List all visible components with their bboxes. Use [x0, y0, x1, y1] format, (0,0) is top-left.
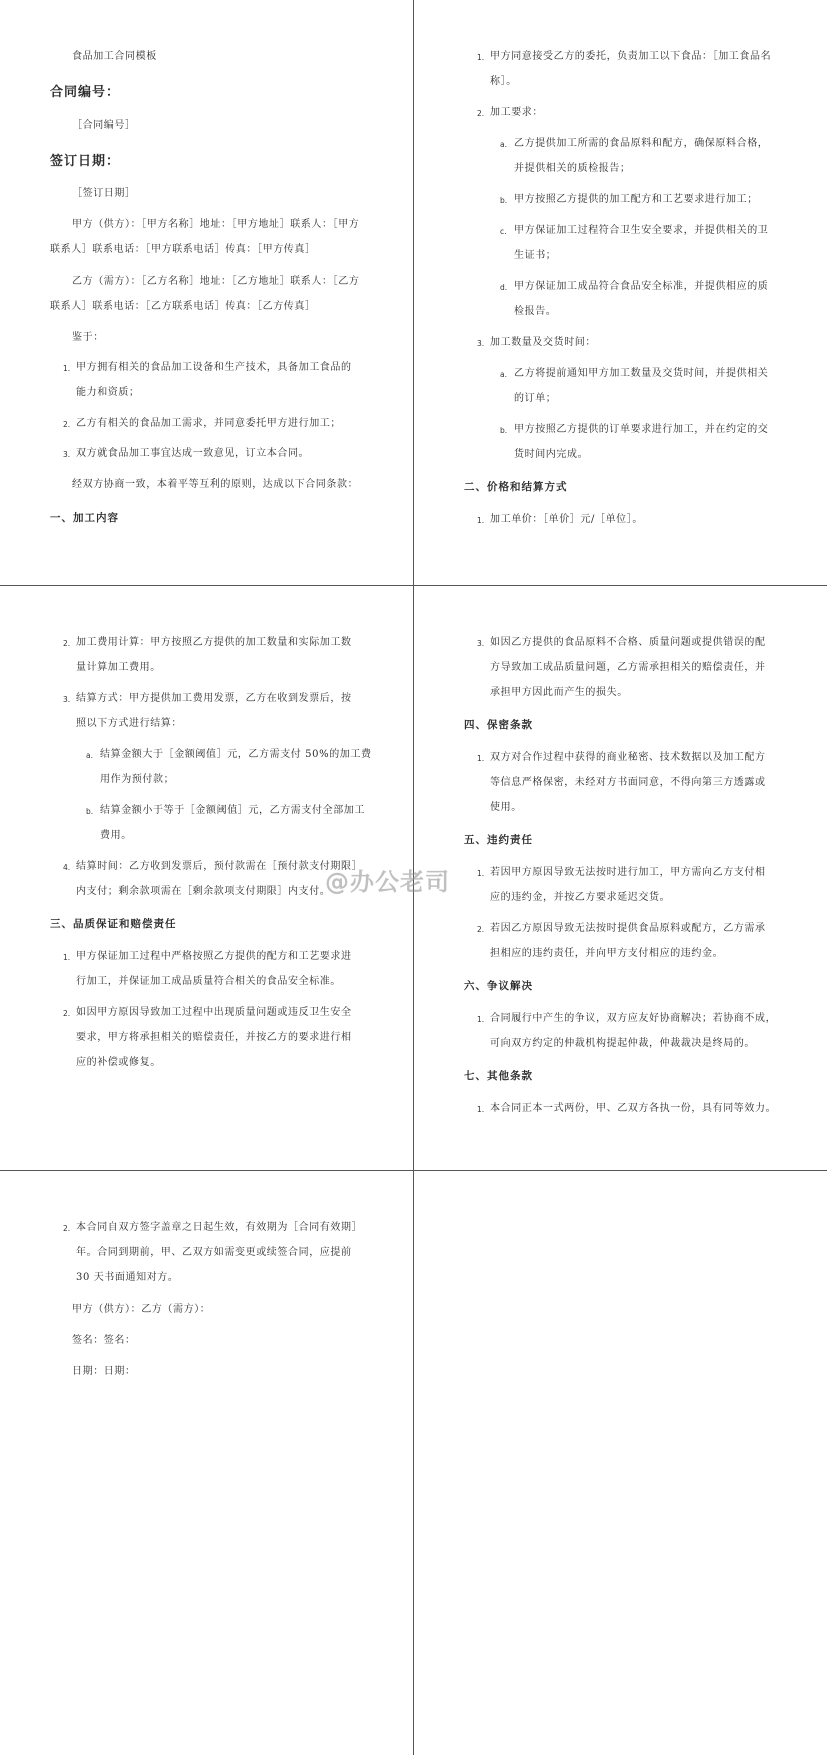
- list-number: 2.: [63, 420, 71, 429]
- agreement-intro: 经双方协商一致，本着平等互利的原则，达成以下合同条款：: [72, 479, 359, 490]
- list-letter: a.: [500, 370, 507, 379]
- clause-1-line-2: 称］。: [490, 76, 517, 87]
- clause-2a-line-1: 乙方提供加工所需的食品原料和配方，确保原料合格，: [514, 138, 769, 149]
- confidentiality-clause-1-line-2: 等信息严格保密，未经对方书面同意，不得向第三方透露或: [490, 777, 766, 788]
- confidentiality-clause-1-line-1: 双方对合作过程中获得的商业秘密、技术数据以及加工配方: [490, 752, 766, 763]
- page-2: [414, 0, 827, 585]
- other-clause-2-line-1: 本合同自双方签字盖章之日起生效，有效期为［合同有效期］: [76, 1222, 363, 1233]
- clause-2b: 甲方按照乙方提供的加工配方和工艺要求进行加工；: [514, 194, 758, 205]
- list-number: 1.: [477, 1105, 485, 1114]
- price-clause-2-line-1: 加工费用计算：甲方按照乙方提供的加工数量和实际加工数: [76, 637, 352, 648]
- clause-3: 加工数量及交货时间：: [490, 337, 596, 348]
- section-6-heading: 六、争议解决: [464, 980, 533, 992]
- price-clause-3b-line-2: 费用。: [100, 830, 132, 841]
- date-line: 日期：日期：: [72, 1366, 136, 1377]
- quality-clause-1-line-1: 甲方保证加工过程中严格按照乙方提供的配方和工艺要求进: [76, 951, 352, 962]
- sign-date-heading: 签订日期：: [50, 154, 121, 169]
- section-2-heading: 二、价格和结算方式: [464, 481, 568, 493]
- party-a-line-1: 甲方（供方）：［甲方名称］地址：［甲方地址］联系人：［甲方: [72, 219, 360, 230]
- list-letter: a.: [86, 751, 93, 760]
- quality-clause-3-line-1: 如因乙方提供的食品原料不合格、质量问题或提供错误的配: [490, 637, 766, 648]
- dispute-clause-1-line-1: 合同履行中产生的争议，双方应友好协商解决；若协商不成，: [490, 1013, 777, 1024]
- clause-3a-line-1: 乙方将提前通知甲方加工数量及交货时间，并提供相关: [514, 368, 769, 379]
- list-number: 2.: [63, 1009, 71, 1018]
- dispute-clause-1-line-2: 可向双方约定的仲裁机构提起仲裁，仲裁裁决是终局的。: [490, 1038, 755, 1049]
- contract-number-value: ［合同编号］: [72, 120, 136, 131]
- price-clause-1: 加工单价：［单价］元/［单位］。: [490, 514, 643, 525]
- list-number: 2.: [63, 1224, 71, 1233]
- list-number: 1.: [477, 53, 485, 62]
- recital-2: 乙方有相关的食品加工需求，并同意委托甲方进行加工；: [76, 418, 341, 429]
- recital-3: 双方就食品加工事宜达成一致意见，订立本合同。: [76, 448, 310, 459]
- section-7-heading: 七、其他条款: [464, 1070, 533, 1082]
- list-number: 2.: [63, 639, 71, 648]
- price-clause-3a-line-1: 结算金额大于［金额阈值］元，乙方需支付 50%的加工费: [100, 749, 372, 760]
- section-1-heading: 一、加工内容: [50, 512, 119, 524]
- list-number: 3.: [477, 339, 485, 348]
- section-3-heading: 三、品质保证和赔偿责任: [50, 918, 177, 930]
- list-letter: d.: [500, 283, 508, 292]
- list-number: 3.: [477, 639, 485, 648]
- quality-clause-3-line-2: 方导致加工成品质量问题，乙方需承担相关的赔偿责任，并: [490, 662, 766, 673]
- signature-line: 签名：签名：: [72, 1335, 136, 1346]
- list-number: 1.: [63, 364, 71, 373]
- section-5-heading: 五、违约责任: [464, 834, 533, 846]
- clause-3b-line-1: 甲方按照乙方提供的订单要求进行加工，并在约定的交: [514, 424, 769, 435]
- list-number: 2.: [477, 925, 485, 934]
- clause-2: 加工要求：: [490, 107, 543, 118]
- page-4: [414, 586, 827, 1170]
- clause-3b-line-2: 货时间内完成。: [514, 449, 589, 460]
- other-clause-2-line-2: 年。合同到期前，甲、乙双方如需变更或续签合同，应提前: [76, 1247, 352, 1258]
- quality-clause-3-line-3: 承担甲方因此而产生的损失。: [490, 687, 628, 698]
- parties-signature-line: 甲方（供方）：乙方（需方）：: [72, 1304, 211, 1315]
- clause-2d-line-2: 检报告。: [514, 306, 557, 317]
- party-b-line-2: 联系人］联系电话：［乙方联系电话］传真：［乙方传真］: [50, 301, 316, 312]
- list-letter: b.: [500, 196, 508, 205]
- list-number: 1.: [477, 869, 485, 878]
- list-number: 2.: [477, 109, 485, 118]
- clause-3a-line-2: 的订单；: [514, 393, 557, 404]
- section-4-heading: 四、保密条款: [464, 719, 533, 731]
- list-number: 1.: [477, 1015, 485, 1024]
- sign-date-value: ［签订日期］: [72, 188, 136, 199]
- price-clause-3b-line-1: 结算金额小于等于［金额阈值］元，乙方需支付全部加工: [100, 805, 365, 816]
- other-clause-2-line-3: 30 天书面通知对方。: [76, 1272, 179, 1283]
- list-number: 1.: [63, 953, 71, 962]
- list-number: 1.: [477, 516, 485, 525]
- quality-clause-2-line-2: 要求，甲方将承担相关的赔偿责任，并按乙方的要求进行相: [76, 1032, 352, 1043]
- page-5: [0, 1171, 413, 1755]
- clause-2c-line-1: 甲方保证加工过程符合卫生安全要求，并提供相关的卫: [514, 225, 769, 236]
- clause-2c-line-2: 生证书；: [514, 250, 557, 261]
- price-clause-3-line-2: 照以下方式进行结算：: [76, 718, 182, 729]
- page-1: [0, 0, 413, 585]
- list-letter: b.: [500, 426, 508, 435]
- quality-clause-2-line-3: 应的补偿或修复。: [76, 1057, 161, 1068]
- price-clause-4-line-2: 内支付；剩余款项需在［剩余款项支付期限］内支付。: [76, 886, 331, 897]
- quality-clause-2-line-1: 如因甲方原因导致加工过程中出现质量问题或违反卫生安全: [76, 1007, 352, 1018]
- party-a-line-2: 联系人］联系电话：［甲方联系电话］传真：［甲方传真］: [50, 244, 316, 255]
- recital-1-line-2: 能力和资质；: [76, 387, 140, 398]
- list-number: 3.: [63, 450, 71, 459]
- clause-1-line-1: 甲方同意接受乙方的委托，负责加工以下食品：［加工食品名: [490, 51, 772, 62]
- watermark: @办公老司: [325, 868, 450, 896]
- price-clause-2-line-2: 量计算加工费用。: [76, 662, 161, 673]
- quality-clause-1-line-2: 行加工，并保证加工成品质量符合相关的食品安全标准。: [76, 976, 341, 987]
- breach-clause-2-line-2: 担相应的违约责任，并向甲方支付相应的违约金。: [490, 948, 724, 959]
- contract-number-heading: 合同编号：: [50, 85, 121, 100]
- list-letter: c.: [500, 227, 507, 236]
- page-6: [414, 1171, 827, 1755]
- document-title: 食品加工合同模板: [72, 51, 157, 62]
- list-number: 4.: [63, 863, 71, 872]
- price-clause-3-line-1: 结算方式：甲方提供加工费用发票，乙方在收到发票后，按: [76, 693, 352, 704]
- clause-2a-line-2: 并提供相关的质检报告；: [514, 163, 631, 174]
- price-clause-3a-line-2: 用作为预付款；: [100, 774, 175, 785]
- list-letter: b.: [86, 807, 94, 816]
- clause-2d-line-1: 甲方保证加工成品符合食品安全标准，并提供相应的质: [514, 281, 769, 292]
- other-clause-1: 本合同正本一式两份，甲、乙双方各执一份，具有同等效力。: [490, 1103, 777, 1114]
- party-b-line-1: 乙方（需方）：［乙方名称］地址：［乙方地址］联系人：［乙方: [72, 276, 360, 287]
- price-clause-4-line-1: 结算时间：乙方收到发票后，预付款需在［预付款支付期限］: [76, 861, 363, 872]
- list-number: 3.: [63, 695, 71, 704]
- confidentiality-clause-1-line-3: 使用。: [490, 802, 522, 813]
- breach-clause-1-line-2: 应的违约金，并按乙方要求延迟交货。: [490, 892, 671, 903]
- breach-clause-1-line-1: 若因甲方原因导致无法按时进行加工，甲方需向乙方支付相: [490, 867, 766, 878]
- recital-1-line-1: 甲方拥有相关的食品加工设备和生产技术，具备加工食品的: [76, 362, 352, 373]
- list-number: 1.: [477, 754, 485, 763]
- list-letter: a.: [500, 140, 507, 149]
- breach-clause-2-line-1: 若因乙方原因导致无法按时提供食品原料或配方，乙方需承: [490, 923, 766, 934]
- whereas-label: 鉴于：: [72, 332, 104, 343]
